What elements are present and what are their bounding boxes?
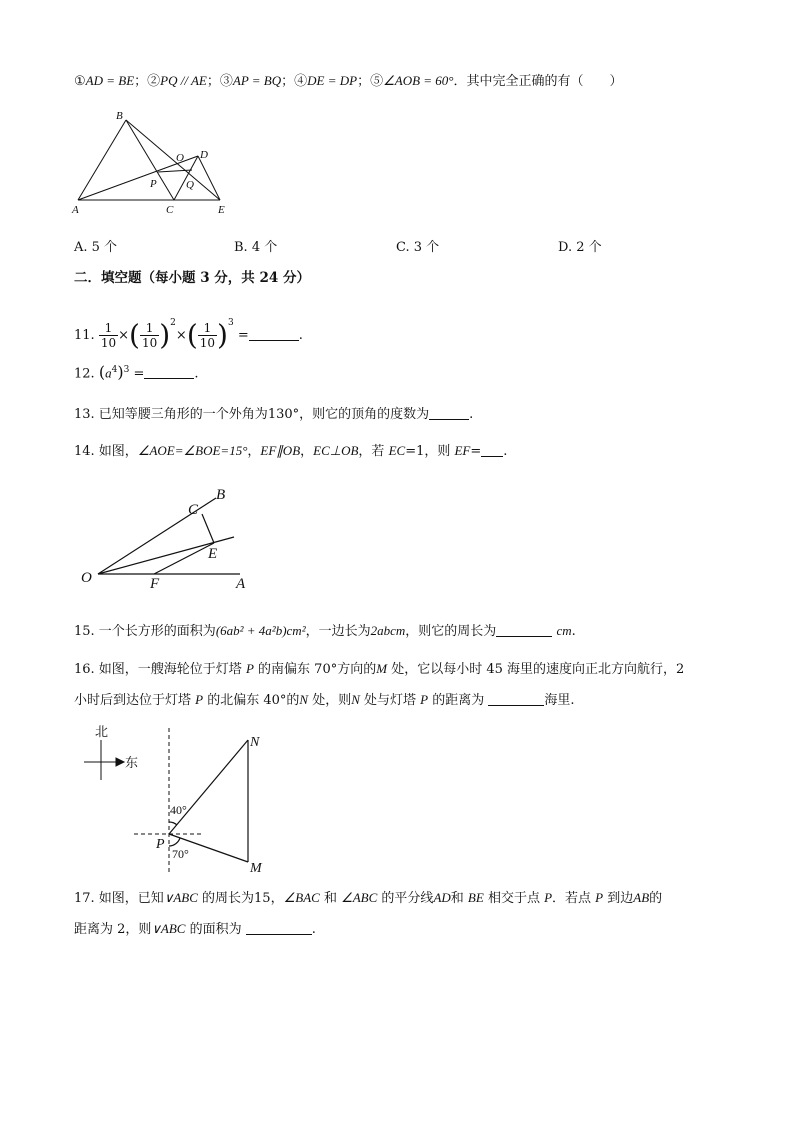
q11-frac2: $\frac{1}{10}$ xyxy=(141,321,158,350)
q16-label-N: N xyxy=(250,735,260,750)
q15-answer-blank[interactable] xyxy=(496,623,552,637)
q10-label-O: O xyxy=(176,152,184,164)
q16-label-M: M xyxy=(250,861,262,876)
q10-label-D: D xyxy=(200,149,208,161)
q16-label-P: P xyxy=(156,837,165,852)
q14-label-F: F xyxy=(150,576,160,592)
q10-option-b[interactable]: B. 4 个 xyxy=(234,240,278,255)
q16-figure xyxy=(78,722,278,882)
q11: 11. $\frac{1}{10}$ ×( $\frac{1}{10}$ )$^2$×( $\frac{1}{10}$ )$^3$ = . xyxy=(74,318,303,352)
q13: 13. 已知等腰三角形的一个外角为130°，则它的顶角的度数为 . xyxy=(74,407,474,422)
q14-answer-blank[interactable] xyxy=(481,443,503,457)
q14-figure xyxy=(78,484,268,594)
q11-answer-blank[interactable] xyxy=(249,327,299,341)
q10-label-E: E xyxy=(218,204,225,216)
q11-frac3: $\frac{1}{10}$ xyxy=(199,321,216,350)
compass-east-label: 东 xyxy=(125,755,139,770)
q10-figure xyxy=(68,108,238,220)
q10-label-B: B xyxy=(116,110,123,122)
compass-north-label: 北 xyxy=(95,724,109,739)
q15: 15. 一个长方形的面积为(6ab² + 4a²b)cm²，一边长为2abcm，则它的周长为 cm. xyxy=(74,623,576,639)
q16-angle70: 70° xyxy=(172,847,189,861)
q10-label-P: P xyxy=(150,178,157,190)
q12-answer-blank[interactable] xyxy=(144,365,194,379)
q12: 12. $(a^4)^3$ = . xyxy=(74,362,199,382)
q14: 14. 如图，∠AOE=∠BOE=15°，EF∥OB，EC⊥OB，若 EC=1，则 EF= . xyxy=(74,443,508,459)
section-title: 二．填空题（每小题 3 分，共 24 分） xyxy=(74,270,310,286)
q10-option-c[interactable]: C. 3 个 xyxy=(396,240,440,255)
q10-statement: ①AD = BE；②PQ // AE；③AP = BQ；④DE = DP；⑤∠AOB = 60°．其中完全正确的有（ ） xyxy=(74,73,623,89)
q10-label-C: C xyxy=(166,204,174,216)
q14-label-E: E xyxy=(208,546,218,562)
q14-label-A: A xyxy=(236,576,246,592)
q11-frac1: $\frac{1}{10}$ xyxy=(100,321,117,350)
q17-answer-blank[interactable] xyxy=(246,921,312,935)
q13-answer-blank[interactable] xyxy=(429,406,469,420)
q16-line2: 小时后到达位于灯塔 P 的北偏东 40°的N 处，则N 处与灯塔 P 的距离为 海里. xyxy=(74,692,575,708)
q10-option-a[interactable]: A. 5 个 xyxy=(74,240,118,255)
q14-label-C: C xyxy=(188,502,199,518)
q10-label-A: A xyxy=(72,204,79,216)
q17-line1: 17. 如图，已知∨ABC 的周长为15，∠BAC 和 ∠ABC 的平分线AD和 BE 相交于点 P．若点 P 到边AB的 xyxy=(74,890,663,906)
q17-line2: 距离为 2，则∨ABC 的面积为 . xyxy=(74,921,316,937)
q16-angle40: 40° xyxy=(170,803,187,817)
q16-line1: 16. 如图，一艘海轮位于灯塔 P 的南偏东 70°方向的M 处，它以每小时 45 海里的速度向正北方向航行，2 xyxy=(74,661,685,677)
q14-label-B: B xyxy=(216,487,226,503)
q16-answer-blank[interactable] xyxy=(488,692,544,706)
q14-label-O: O xyxy=(81,570,92,586)
q10-option-d[interactable]: D. 2 个 xyxy=(558,240,602,255)
q10-label-Q: Q xyxy=(186,179,194,191)
